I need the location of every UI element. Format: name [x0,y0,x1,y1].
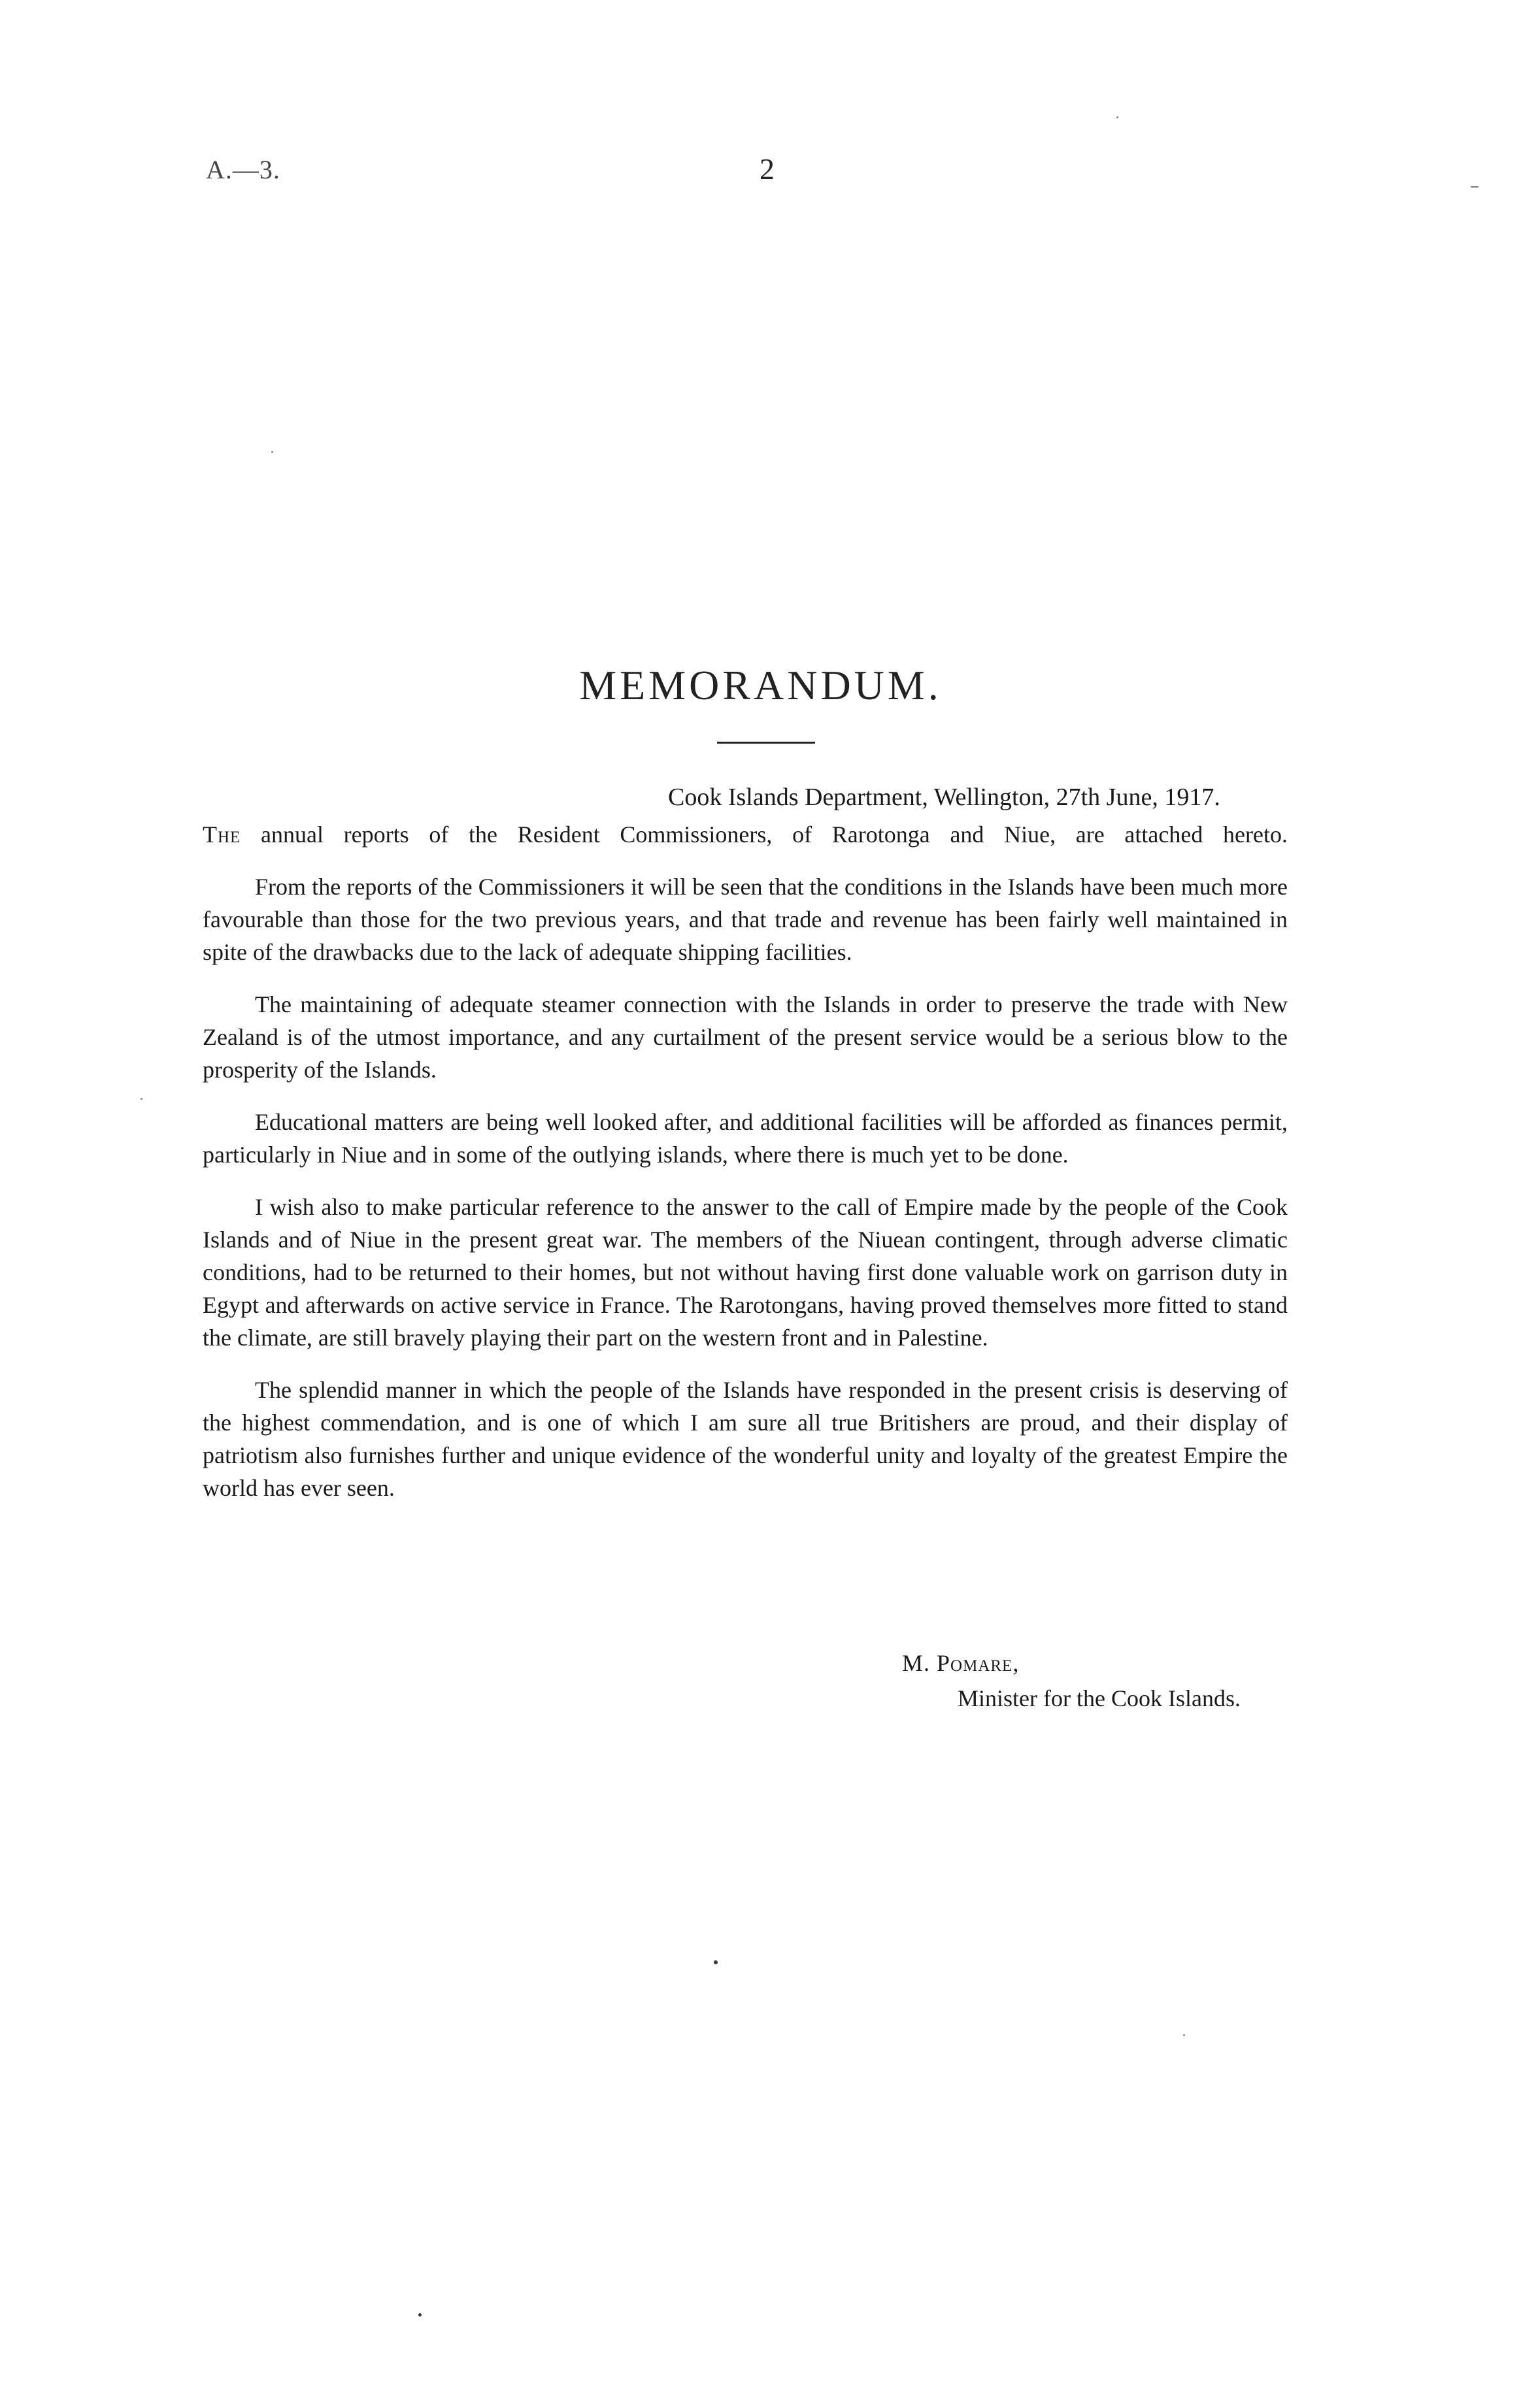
lead-paragraph [203,818,1288,851]
paragraph-shipping: From the reports of the Commissioners it will be seen that the conditions in the Islands have been much more favourable than those for the two previous years, and that trade and revenue has been fairly well maintained in spite of the drawbacks due to the lack of adequate shipping facilities. [203,874,1288,965]
scan-speck [1471,186,1479,188]
scan-speck [1183,2034,1185,2036]
paragraph-war: I wish also to make particular reference to the answer to the call of Empire made by the people of the Cook Islands and of Niue in the present great war. The members of the Niuean contingent, through adverse climatic conditions, had to be returned to their homes, but not without having first done valuable work on garrison duty in Egypt and afterwards on active service in France. The Rarotongans, having proved themselves more fitted to stand the climate, are still bravely playing their part on the western front and in Palestine. [203,1194,1288,1351]
scan-speck [141,1098,142,1100]
document-reference: A.—3. [206,155,280,184]
signature-block [902,1645,1241,1716]
page-number: 2 [760,152,775,186]
dateline: Cook Islands Department, Wellington, 27th June, 1917. [668,783,1220,811]
scan-speck [714,1960,718,1964]
page-header [0,154,1521,200]
scan-speck [1116,116,1118,118]
lead-word: The [203,821,241,848]
lead-text: annual reports of the Resident Commissioners, of Rarotonga and Niue, are attached hereto. [241,821,1288,848]
scan-speck [271,451,273,453]
scan-speck [418,2313,422,2317]
signatory-name: M. Pomare, [902,1650,1020,1676]
memo-body [203,818,1288,1524]
signatory-title: Minister for the Cook Islands. [958,1685,1241,1711]
paragraph-steamer: The maintaining of adequate steamer connection with the Islands in order to preserve the trade with New Zealand is of the utmost importance, and any curtailment of the present service would be a serious blow to the prosperity of the Islands. [203,991,1288,1083]
memo-title: MEMORANDUM. [579,662,942,708]
paragraph-commendation: The splendid manner in which the people of the Islands have responded in the present crisis is deserving of the highest commendation, and is one of which I am sure all true Britishers are proud, and their display of patriotism also furnishes further and unique evidence of the wonderful unity and loyalty of the greatest Empire the world has ever seen. [203,1377,1288,1501]
paragraph-education: Educational matters are being well looked after, and additional facilities will be afforded as finances permit, particularly in Niue and in some of the outlying islands, where there is much yet to be done. [203,1109,1288,1168]
title-divider [717,742,815,744]
